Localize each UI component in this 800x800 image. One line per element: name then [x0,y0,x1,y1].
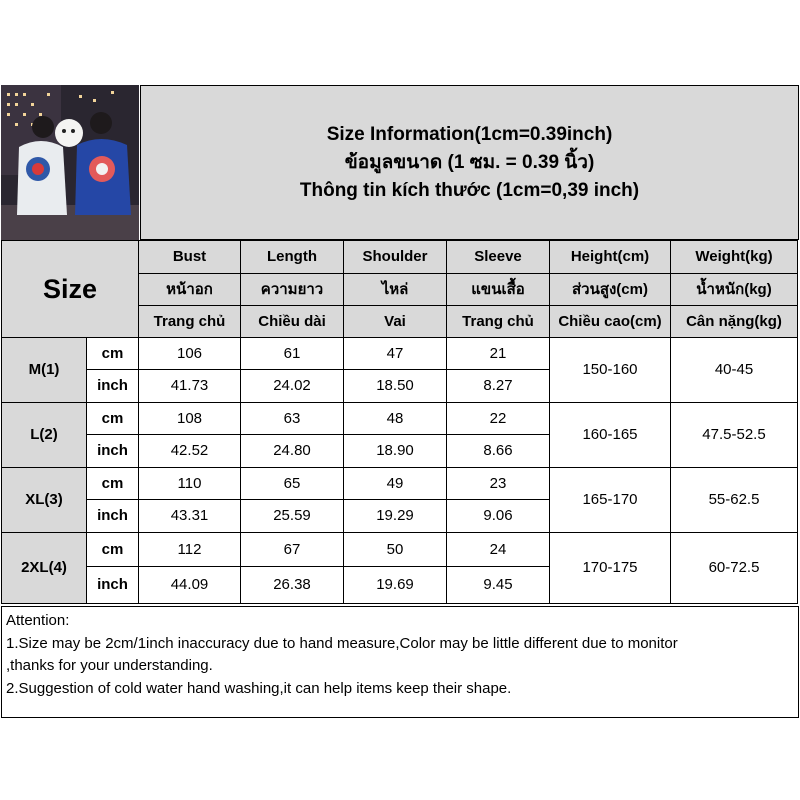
cell-length: 61 [241,338,344,370]
cell-weight: 55-62.5 [671,468,798,533]
row-size-label: L(2) [2,403,87,468]
cell-shoulder: 47 [344,338,447,370]
cell-shoulder: 18.90 [344,435,447,468]
col-header-shoulder-vi: Vai [344,306,447,338]
cell-length: 24.02 [241,370,344,403]
cell-length: 65 [241,468,344,500]
col-header-weight: Weight(kg) [671,241,798,274]
table-row [2,533,798,567]
cell-bust: 108 [139,403,241,435]
col-header-length-th: ความยาว [241,274,344,306]
table-row [2,468,798,500]
title-english: Size Information(1cm=0.39inch) [326,123,613,145]
col-header-shoulder: Shoulder [344,241,447,274]
col-header-bust-vi: Trang chủ [139,306,241,338]
unit-cm: cm [87,338,139,370]
attention-notes [1,606,799,718]
cell-bust: 106 [139,338,241,370]
cell-shoulder: 18.50 [344,370,447,403]
size-header: Size [2,241,139,338]
cell-weight: 60-72.5 [671,533,798,604]
col-header-weight-vi: Cân nặng(kg) [671,306,798,338]
unit-cm: cm [87,468,139,500]
size-chart-table [1,240,798,604]
attention-note-2: 2.Suggestion of cold water hand washing,it can help items keep their shape. [6,679,512,697]
cell-height: 165-170 [550,468,671,533]
title-vietnamese: Thông tin kích thước (1cm=0,39 inch) [299,179,640,201]
cell-bust: 44.09 [139,567,241,604]
cell-shoulder: 19.29 [344,500,447,533]
unit-cm: cm [87,403,139,435]
col-header-height-vi: Chiều cao(cm) [550,306,671,338]
cell-height: 150-160 [550,338,671,403]
cell-length: 25.59 [241,500,344,533]
row-size-label: 2XL(4) [2,533,87,604]
col-header-length: Length [241,241,344,274]
table-row [2,403,798,435]
col-header-height-th: ส่วนสูง(cm) [550,274,671,306]
cell-height: 170-175 [550,533,671,604]
cell-sleeve: 9.06 [447,500,550,533]
cell-shoulder: 19.69 [344,567,447,604]
col-header-shoulder-th: ไหล่ [344,274,447,306]
cell-sleeve: 21 [447,338,550,370]
cell-sleeve: 24 [447,533,550,567]
cell-weight: 40-45 [671,338,798,403]
col-header-length-vi: Chiều dài [241,306,344,338]
cell-length: 67 [241,533,344,567]
product-photo [1,85,139,240]
cell-sleeve: 9.45 [447,567,550,604]
table-row [2,338,798,370]
unit-inch: inch [87,567,139,604]
cell-shoulder: 50 [344,533,447,567]
title-thai: ข้อมูลขนาด (1 ซม. = 0.39 นิ้ว) [344,151,595,173]
cell-bust: 110 [139,468,241,500]
attention-note-1-continued: ,thanks for your understanding. [6,657,213,674]
row-size-label: XL(3) [2,468,87,533]
col-header-bust-th: หน้าอก [139,274,241,306]
cell-bust: 43.31 [139,500,241,533]
cell-height: 160-165 [550,403,671,468]
cell-sleeve: 23 [447,468,550,500]
col-header-bust: Bust [139,241,241,274]
cell-bust: 42.52 [139,435,241,468]
attention-heading: Attention: [6,612,70,629]
unit-cm: cm [87,533,139,567]
cell-weight: 47.5-52.5 [671,403,798,468]
cell-sleeve: 8.27 [447,370,550,403]
col-header-sleeve: Sleeve [447,241,550,274]
size-info-title [140,85,799,240]
unit-inch: inch [87,370,139,403]
col-header-sleeve-vi: Trang chủ [447,306,550,338]
cell-length: 63 [241,403,344,435]
cell-bust: 112 [139,533,241,567]
cell-sleeve: 22 [447,403,550,435]
cell-bust: 41.73 [139,370,241,403]
col-header-height: Height(cm) [550,241,671,274]
unit-inch: inch [87,435,139,468]
col-header-weight-th: น้ำหนัก(kg) [671,274,798,306]
col-header-sleeve-th: แขนเสื้อ [447,274,550,306]
attention-note-1: 1.Size may be 2cm/1inch inaccuracy due to hand measure,Color may be little different due to monitor [6,634,678,652]
row-size-label: M(1) [2,338,87,403]
unit-inch: inch [87,500,139,533]
cell-length: 26.38 [241,567,344,604]
cell-length: 24.80 [241,435,344,468]
cell-shoulder: 49 [344,468,447,500]
cell-shoulder: 48 [344,403,447,435]
cell-sleeve: 8.66 [447,435,550,468]
